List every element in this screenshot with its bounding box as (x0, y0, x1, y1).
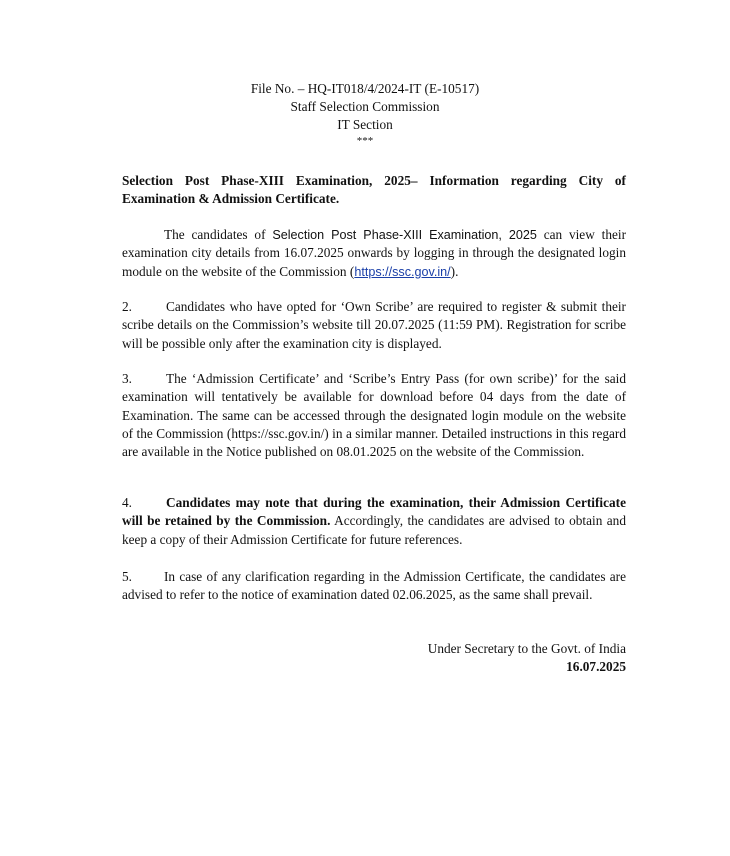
paragraph-2 (122, 298, 626, 353)
signature-date: 16.07.2025 (566, 659, 626, 675)
exam-name: Selection Post Phase-XIII Examination, 2025 (272, 228, 537, 242)
paragraph-4-bold: Candidates may note that during the examination, their Admission Certificate will be retained by the Commission. (122, 495, 626, 529)
paragraph-4 (122, 494, 626, 549)
paragraph-4-number: 4. (122, 495, 132, 510)
section-name: IT Section (337, 117, 393, 132)
ssc-website-link[interactable]: https://ssc.gov.in/ (354, 264, 451, 279)
signatory-designation: Under Secretary to the Govt. of India (427, 641, 626, 656)
paragraph-3 (122, 370, 626, 461)
file-number: File No. – HQ-IT018/4/2024-IT (E-10517) (250, 81, 480, 96)
separator-stars: *** (356, 135, 374, 147)
paragraph-2-number: 2. (122, 299, 132, 314)
notice-title: Selection Post Phase-XIII Examination, 2025– Information regarding City of Examination & Admission Certificate. (122, 173, 626, 207)
intro-post: ). (450, 263, 459, 279)
paragraph-5-text: In case of any clarification regarding in the Admission Certificate, the candidates are advised to refer to the notice of examination dated 02.06.2025, as the same shall prevail. (122, 569, 626, 603)
paragraph-5 (122, 568, 626, 605)
organization-name: Staff Selection Commission (290, 99, 440, 114)
intro-paragraph (122, 226, 626, 281)
paragraph-4-text: Accordingly, the candidates are advised to obtain and keep a copy of their Admission Certificate for future references. (122, 513, 626, 547)
paragraph-5-number: 5. (122, 569, 132, 584)
paragraph-2-text: Candidates who have opted for ‘Own Scribe’ are required to register & submit their scribe details on the Commission’s website till 20.07.2025 (11:59 PM). Registration for scribe will be possible only after the examination city is displayed. (122, 299, 626, 351)
intro-mid: can view their examination city details from 16.07.2025 onwards by logging in through the designated login module on the website of the Commission ( (122, 227, 626, 279)
intro-pre: The candidates of (164, 227, 273, 242)
paragraph-3-text: The ‘Admission Certificate’ and ‘Scribe’s Entry Pass (for own scribe)’ for the said examination will tentatively be available for download before 04 days from the date of Examination. The same can be accessed through the designated login module on the website of the Commission (https://ssc.gov.in/) in a similar manner. Detailed instructions in this regard are available in the Notice published on 08.01.2025 on the website of the Commission. (122, 371, 626, 460)
document-header (0, 80, 730, 148)
paragraph-3-number: 3. (122, 371, 132, 386)
signature-block (380, 640, 626, 677)
